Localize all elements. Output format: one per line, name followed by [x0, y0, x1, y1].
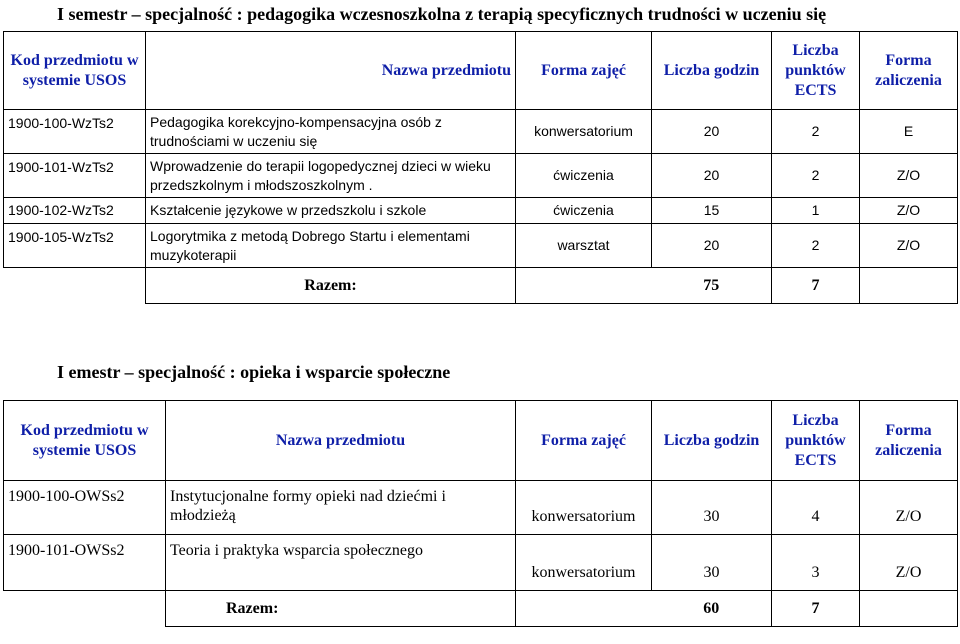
- section2-table: [3, 400, 958, 627]
- row-form: ćwiczenia: [516, 198, 652, 224]
- total-spacer: [4, 268, 146, 304]
- total-row: [4, 591, 958, 627]
- row-name: Teoria i praktyka wsparcia społecznego: [166, 535, 516, 591]
- row-form: warsztat: [516, 224, 652, 268]
- row-name: Kształcenie językowe w przedszkolu i szkole: [146, 198, 516, 224]
- row-ects: 4: [772, 481, 860, 535]
- total-hours: 60: [652, 591, 772, 627]
- row-hours: 15: [652, 198, 772, 224]
- row-name: Instytucjonalne formy opieki nad dziećmi i młodzieżą: [166, 481, 516, 535]
- row-assessment: E: [860, 110, 958, 154]
- header-name: Nazwa przedmiotu: [166, 401, 516, 481]
- row-assessment: Z/O: [860, 224, 958, 268]
- row-assessment: Z/O: [860, 481, 958, 535]
- total-hours: 75: [652, 268, 772, 304]
- table-row: [4, 154, 958, 198]
- header-name: Nazwa przedmiotu: [146, 32, 516, 110]
- total-empty: [516, 268, 652, 304]
- header-hours: Liczba godzin: [652, 401, 772, 481]
- header-form: Forma zajęć: [516, 32, 652, 110]
- row-form: konwersatorium: [516, 481, 652, 535]
- section1-table: [3, 31, 958, 304]
- row-code: 1900-101-WzTs2: [4, 154, 146, 198]
- row-hours: 30: [652, 481, 772, 535]
- row-form: konwersatorium: [516, 110, 652, 154]
- table-header-row: [4, 32, 958, 110]
- header-ects: Liczba punktów ECTS: [772, 401, 860, 481]
- header-assessment: Forma zaliczenia: [860, 401, 958, 481]
- row-name: Wprowadzenie do terapii logopedycznej dzieci w wieku przedszkolnym i młodszoszkolnym .: [146, 154, 516, 198]
- header-code: Kod przedmiotu w systemie USOS: [4, 401, 166, 481]
- row-name: Pedagogika korekcyjno-kompensacyjna osób z trudnościami w uczeniu się: [146, 110, 516, 154]
- row-code: 1900-100-OWSs2: [4, 481, 166, 535]
- section1-title: I semestr – specjalność : pedagogika wczesnoszkolna z terapią specyficznych trudności w uczeniu się: [57, 4, 827, 24]
- row-assessment: Z/O: [860, 535, 958, 591]
- section2-title: I emestr – specjalność : opieka i wsparcie społeczne: [57, 362, 451, 382]
- table-row: [4, 198, 958, 224]
- row-ects: 1: [772, 198, 860, 224]
- total-label: Razem:: [166, 591, 516, 627]
- row-assessment: Z/O: [860, 154, 958, 198]
- row-code: 1900-105-WzTs2: [4, 224, 146, 268]
- total-spacer: [4, 591, 166, 627]
- table-header-row: [4, 401, 958, 481]
- row-assessment: Z/O: [860, 198, 958, 224]
- table-row: [4, 224, 958, 268]
- table-row: [4, 535, 958, 591]
- row-ects: 2: [772, 154, 860, 198]
- total-label: Razem:: [146, 268, 516, 304]
- header-ects: Liczba punktów ECTS: [772, 32, 860, 110]
- total-blank: [860, 591, 958, 627]
- row-ects: 2: [772, 110, 860, 154]
- row-ects: 3: [772, 535, 860, 591]
- row-hours: 20: [652, 110, 772, 154]
- total-row: [4, 268, 958, 304]
- row-name: Logorytmika z metodą Dobrego Startu i elementami muzykoterapii: [146, 224, 516, 268]
- total-blank: [860, 268, 958, 304]
- total-empty: [516, 591, 652, 627]
- header-form: Forma zajęć: [516, 401, 652, 481]
- row-form: konwersatorium: [516, 535, 652, 591]
- row-hours: 20: [652, 224, 772, 268]
- total-ects: 7: [772, 591, 860, 627]
- row-code: 1900-101-OWSs2: [4, 535, 166, 591]
- total-ects: 7: [772, 268, 860, 304]
- row-form: ćwiczenia: [516, 154, 652, 198]
- row-code: 1900-102-WzTs2: [4, 198, 146, 224]
- header-hours: Liczba godzin: [652, 32, 772, 110]
- row-hours: 20: [652, 154, 772, 198]
- table-row: [4, 110, 958, 154]
- table-row: [4, 481, 958, 535]
- row-hours: 30: [652, 535, 772, 591]
- row-code: 1900-100-WzTs2: [4, 110, 146, 154]
- header-code: Kod przedmiotu w systemie USOS: [4, 32, 146, 110]
- header-assessment: Forma zaliczenia: [860, 32, 958, 110]
- row-ects: 2: [772, 224, 860, 268]
